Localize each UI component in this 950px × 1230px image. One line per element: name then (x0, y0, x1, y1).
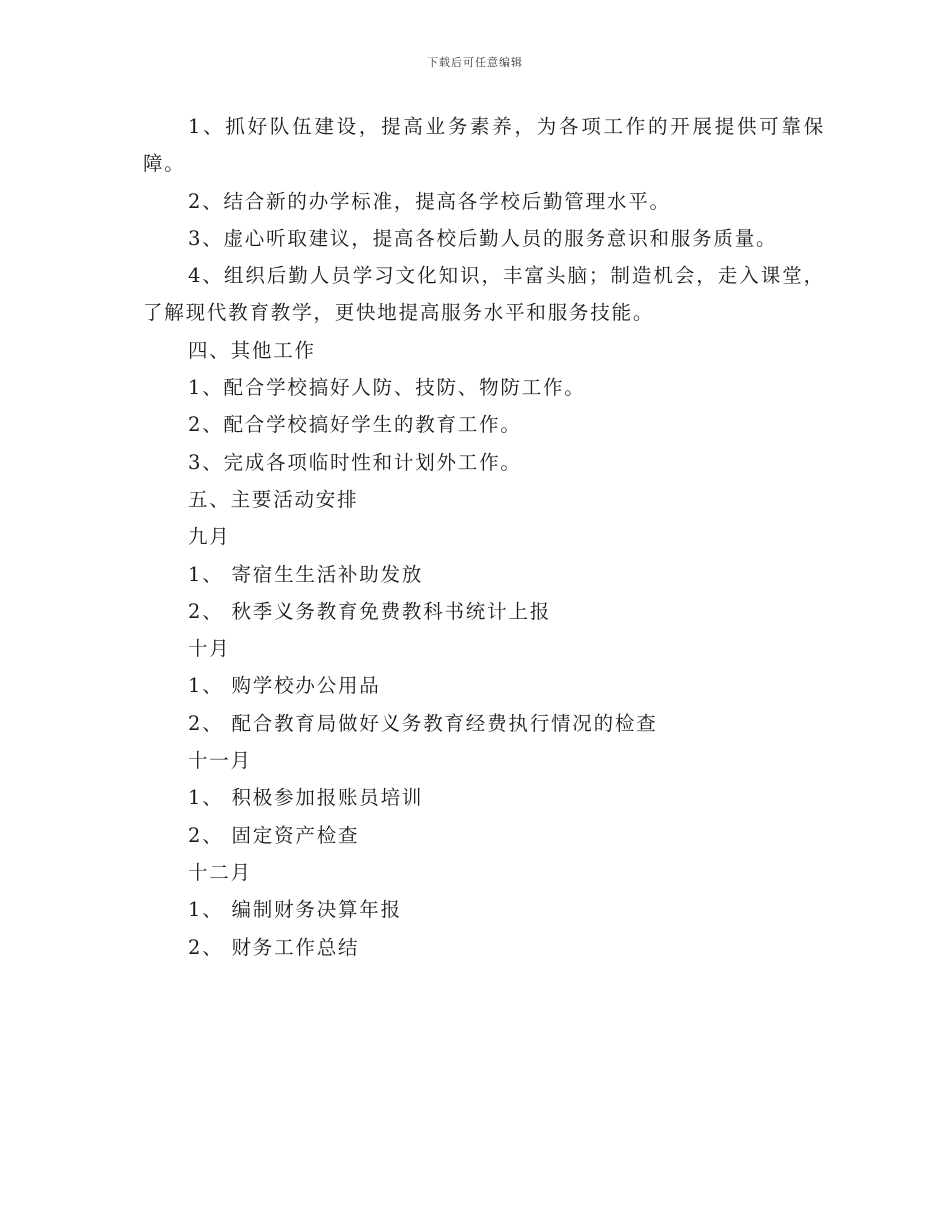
text-line: 2、结合新的办学标准，提高各学校后勤管理水平。 (188, 189, 671, 213)
list-item: 2、 配合教育局做好义务教育经费执行情况的检查 (188, 711, 658, 735)
text-line: 3、虚心听取建议，提高各校后勤人员的服务意识和服务质量。 (188, 226, 778, 250)
text-line: 1、抓好队伍建设，提高业务素养，为各项工作的开展提供可靠保 (188, 115, 825, 138)
section-heading: 四、其他工作 (188, 338, 316, 362)
list-item: 1、 积极参加报账员培训 (188, 786, 424, 810)
list-item: 1、 编制财务决算年报 (188, 898, 402, 922)
list-item: 1、 购学校办公用品 (188, 674, 381, 698)
text-line: 障。 (143, 152, 186, 176)
month-heading: 十二月 (188, 860, 252, 884)
text-line: 了解现代教育教学，更快地提高服务水平和服务技能。 (143, 301, 655, 325)
page-header: 下载后可任意编辑 (427, 56, 523, 69)
month-heading: 十一月 (188, 749, 252, 773)
section-heading: 五、主要活动安排 (188, 487, 359, 511)
list-item: 1、 寄宿生生活补助发放 (188, 562, 424, 586)
text-line: 4、组织后勤人员学习文化知识，丰富头脑；制造机会，走入课堂， (188, 264, 825, 288)
text-line: 1、配合学校搞好人防、技防、物防工作。 (188, 376, 586, 400)
text-line: 3、完成各项临时性和计划外工作。 (188, 450, 522, 474)
text-line: 2、配合学校搞好学生的教育工作。 (188, 413, 522, 437)
document-body (143, 108, 825, 966)
list-item: 2、 财务工作总结 (188, 935, 360, 959)
list-item: 2、 固定资产检查 (188, 823, 360, 847)
month-heading: 十月 (188, 637, 231, 661)
list-item: 2、 秋季义务教育免费教科书统计上报 (188, 599, 552, 623)
month-heading: 九月 (188, 525, 231, 549)
